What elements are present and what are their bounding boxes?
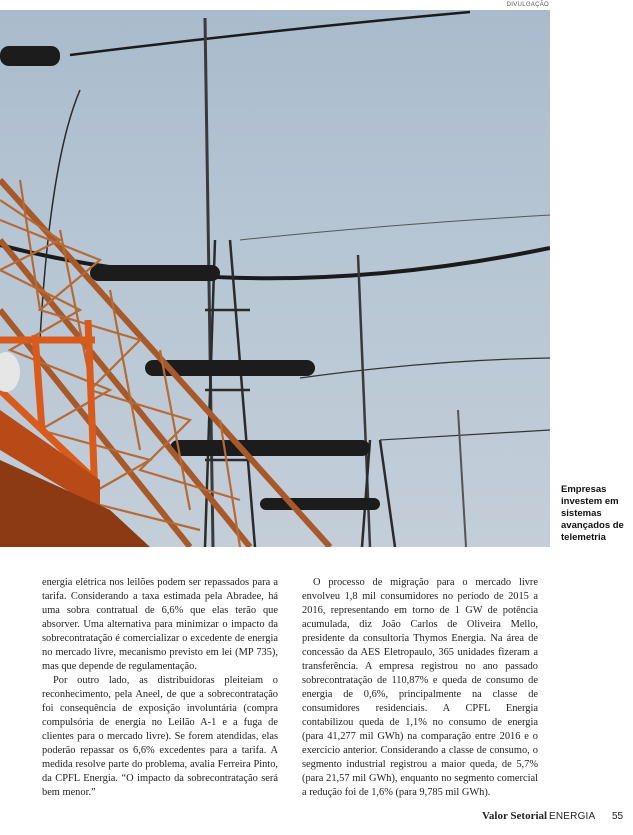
page-footer [0, 810, 633, 824]
photo-caption: Empresas investem em sistemas avançados de telemetria [561, 484, 624, 543]
photo-credit: DIVULGAÇÃO [506, 2, 549, 8]
publication-name: Valor Setorial [482, 810, 548, 822]
article-column-right [302, 576, 538, 800]
article-column-left [42, 576, 278, 800]
section-name: ENERGIA [549, 811, 596, 822]
paragraph: Por outro lado, as distribuidoras pleiteiam o reconhecimento, pela Aneel, de que a sobrecontratação foi consequência de exposição involuntária (compra compulsória de energia no Leilão A-1 e a fuga de clientes para o mercado livre). Se forem atendidas, elas poderão repassar os 6,6% excedentes para a tarifa. A medida resolve parte do problema, avalia Ferreira Pinto, da CPFL Energia. “O impacto da sobrecontratação será bem menor.” [42, 675, 278, 798]
paragraph: energia elétrica nos leilões podem ser repassados para a tarifa. Considerando a taxa estimada pela Abradee, há uma sobra contratual de 6,6% que elas terão que absorver. Uma alternativa para minimizar o impacto da sobrecontratação é comercializar o excedente de energia no mercado livre, mecanismo previsto em lei (MP 735), mas que depende de regulamentação. [42, 577, 278, 672]
page-number: 55 [612, 811, 624, 822]
power-line-photo [0, 10, 550, 547]
paragraph: O processo de migração para o mercado livre envolveu 1,8 mil consumidores no período de 2015 a 2016, representando em torno de 1 GW de potência acumulada, diz João Carlos de Oliveira Mello, presidente da consultoria Thymos Energia. Na área de concessão da AES Eletropaulo, 365 unidades fizeram a transferência. A empresa registrou no ano passado sobrecontratação de 110,87% e queda de consumo de energia de 0,6%, principalmente na classe de consumidores residenciais. A CPFL Energia contabilizou queda de 1,1% no consumo de energia (para 41,277 mil GWh) na comparação entre 2016 e o exercício anterior. Considerando a classe de consumo, o segmento industrial registrou a maior queda, de 5,7% (para 21,57 mil GWh), enquanto no segmento comercial a redução foi de 1,6% (para 9,785 mil GWh). [302, 577, 538, 798]
